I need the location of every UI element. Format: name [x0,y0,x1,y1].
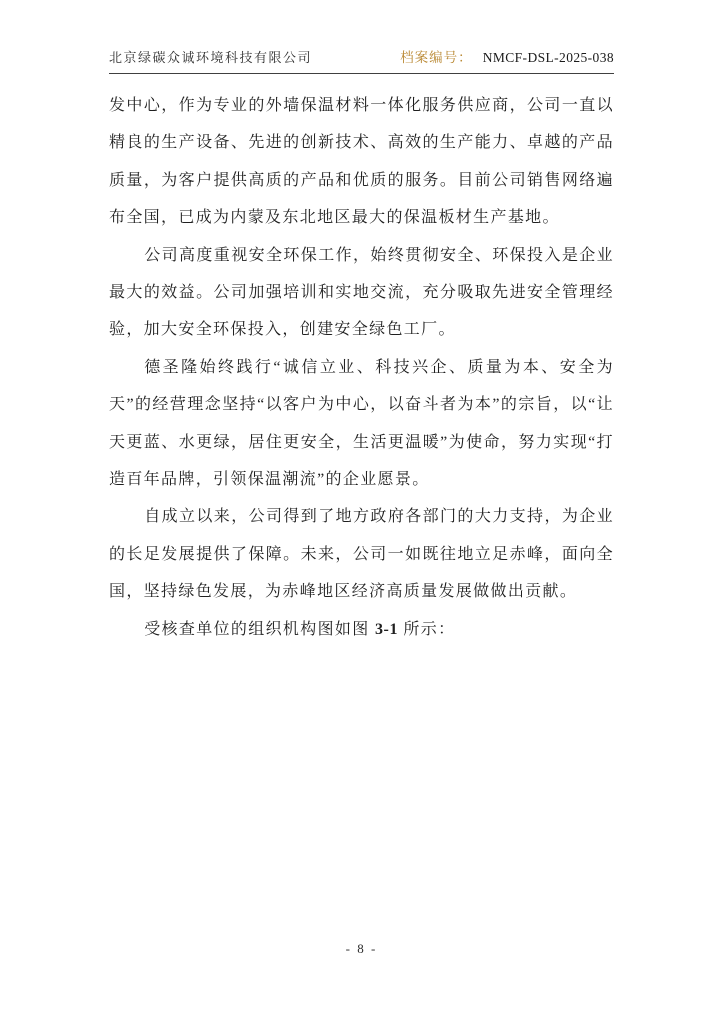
archive-number-value: NMCF-DSL-2025-038 [482,50,614,65]
figure-number: 3-1 [374,620,399,638]
body-paragraph-safety: 公司高度重视安全环保工作，始终贯彻安全、环保投入是企业最大的效益。公司加强培训和实地交流，充分吸取先进安全管理经验，加大安全环保投入，创建安全绿色工厂。 [109,246,614,339]
body-paragraph-outlook: 自成立以来，公司得到了地方政府各部门的大力支持，为企业的长足发展提供了保障。未来，公司一如既往地立足赤峰，面向全国，坚持绿色发展，为赤峰地区经济高质量发展做做出贡献。 [109,508,614,601]
body-paragraph-continuation: 发中心，作为专业的外墙保温材料一体化服务供应商，公司一直以精良的生产设备、先进的创新技术、高效的生产能力、卓越的产品质量，为客户提供高质的产品和优质的服务。目前公司销售网络遍布全国，已成为内蒙及东北地区最大的保温板材生产基地。 [109,97,614,227]
document-body [109,87,614,648]
page-header [109,46,614,74]
archive-info [400,46,614,66]
archive-number-label: 档案编号： [400,50,473,65]
body-paragraph-philosophy: 德圣隆始终践行“诚信立业、科技兴企、质量为本、安全为天”的经营理念坚持“以客户为中心，以奋斗者为本”的宗旨，以“让天更蓝、水更绿，居住更安全，生活更温暖”为使命，努力实现“打造百年品牌，引领保温潮流”的企业愿景。 [109,358,614,489]
figure-reference-line [109,611,614,648]
page-number: - 8 - [345,941,378,956]
figure-reference-prefix: 受核查单位的组织机构图如图 [144,620,375,638]
figure-reference-suffix: 所示： [398,620,456,638]
company-name: 北京绿碳众诚环境科技有限公司 [109,50,313,65]
page-footer [0,941,723,957]
